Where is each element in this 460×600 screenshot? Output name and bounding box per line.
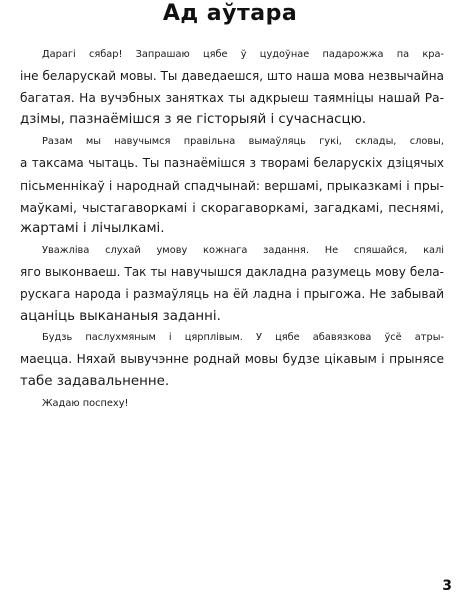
paragraph (20, 44, 444, 131)
body-text (20, 44, 444, 415)
text-line: Разам мы навучымся правільна вымаўляць гукі, склады, словы, (42, 136, 444, 148)
text-line: рускага народа і размаўляць на ёй ладна і прыгожа. Не забывай (20, 286, 444, 301)
text-line: багатая. На вучэбных занятках ты адкрыеш таямніцы нашай Ра- (20, 90, 444, 105)
paragraph (20, 393, 444, 415)
paragraph (20, 327, 444, 392)
text-line: табе задавальненне. (20, 373, 170, 389)
text-line: маецца. Няхай вывучэнне роднай мовы будзе цікавым і прынясе (20, 352, 444, 367)
text-line: маўкамі, чыстагаворкамі і скорагаворкамі, загадкамі, песнямі, (20, 199, 444, 215)
page-number: 3 (442, 578, 452, 594)
text-line: яго выконваеш. Так ты навучышся дакладна разумець мову бела- (20, 264, 444, 279)
text-line: Дарагі сябар! Запрашаю цябе ў цудоўнае падарожжа па кра- (42, 49, 444, 60)
text-line: Уважліва слухай умову кожнага задання. Не спяшайся, калі (42, 245, 444, 257)
text-line: Жадаю поспеху! (42, 397, 129, 409)
text-line: жартамі і лічылкамі. (20, 221, 165, 237)
text-line: пісьменнікаў і народнай спадчынай: вершамі, прыказкамі і пры- (20, 177, 444, 193)
text-line: Будзь паслухмяным і цярплівым. У цябе абавязкова ўсё атры- (42, 332, 444, 344)
text-line: дзімы, пазнаёмішся з яе гісторыяй і сучаснасцю. (20, 112, 367, 128)
page-title: Ад аўтара (162, 1, 298, 26)
text-line: іне беларускай мовы. Ты даведаешся, што наша мова незвычайна (20, 68, 444, 83)
paragraph (20, 240, 444, 327)
text-line: а таксама чытаць. Ты пазнаёмішся з творамі беларускіх дзіцячых (20, 155, 444, 170)
paragraph (20, 131, 444, 240)
text-line: ацаніць выкананыя заданні. (20, 308, 221, 324)
